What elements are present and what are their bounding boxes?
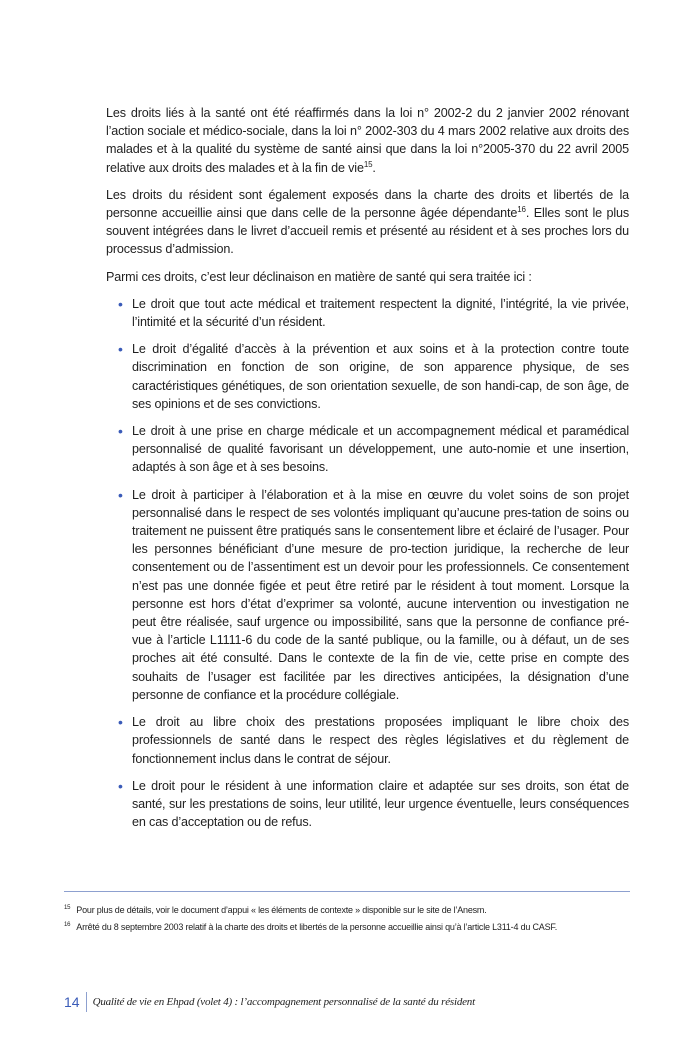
paragraph-tail: . Elles sont le plus souvent intégrées dans le livret d’accueil remis et présenté au résident et à ses proches lors du processus d’admission. [106, 206, 629, 257]
paragraph-text: Les droits liés à la santé ont été réaffirmés dans la loi n° 2002-2 du 2 janvier 2002 rénovant l’action sociale et médico-sociale, dans la loi n° 2002-303 du 4 mars 2002 relative aux droits des malades et à la qualité du système de santé ainsi que dans la loi n°2005-370 du 22 avril 2005 relative aux droits des malades et à la fin de vie [106, 106, 629, 175]
bullet-icon: • [118, 714, 123, 731]
list-item [106, 713, 629, 768]
footnote-text: Arrêté du 8 septembre 2003 relatif à la charte des droits et libertés de la personne accueillie ainsi qu’à l’article L311-4 du CASF. [76, 922, 557, 932]
footnote-15 [64, 904, 644, 916]
paragraph-text: Les droits du résident sont également exposés dans la charte des droits et libertés de la personne accueillie ainsi que dans celle de la personne âgée dépendante [106, 187, 629, 221]
paragraph-laws [106, 104, 629, 177]
list-item-text: Le droit que tout acte médical et traitement respectent la dignité, l’intégrité, la vie privée, l’intimité et la sécurité d’un résident. [132, 296, 629, 330]
paragraph-intro-list [106, 268, 629, 286]
paragraph-text: Parmi ces droits, c’est leur déclinaison en matière de santé qui sera traitée ici : [106, 269, 532, 284]
rights-list [106, 295, 629, 831]
main-text [106, 104, 629, 840]
paragraph-tail: . [372, 160, 376, 175]
footnote-number: 16 [64, 922, 71, 928]
footnote-16 [64, 921, 644, 933]
page-footer [64, 992, 475, 1012]
bullet-icon: • [118, 777, 123, 794]
paragraph-charter [106, 186, 629, 259]
list-item [106, 486, 629, 704]
list-item [106, 422, 629, 477]
list-item [106, 340, 629, 413]
list-item-text: Le droit à une prise en charge médicale et un accompagnement médical et paramédical personnalisé de qualité favorisant un développement, une auto-nomie et une insertion, adaptés à son âge et à ses besoins. [132, 424, 629, 475]
list-item [106, 777, 629, 832]
footnotes [64, 904, 644, 938]
list-item [106, 295, 629, 331]
footnote-ref-16[interactable]: 16 [517, 204, 526, 214]
list-item-text: Le droit au libre choix des prestations proposées impliquant le libre choix des professionnels de santé dans le respect des règles législatives et du règlement de fonctionnement inclus dans le contrat de séjour. [132, 715, 629, 766]
bullet-icon: • [118, 486, 123, 503]
page-number: 14 [64, 994, 80, 1010]
footnote-ref-15[interactable]: 15 [363, 159, 373, 169]
bullet-icon: • [118, 423, 123, 440]
bullet-icon: • [118, 341, 123, 358]
footnote-number: 15 [64, 905, 71, 911]
footnote-divider [64, 891, 630, 892]
list-item-text: Le droit pour le résident à une information claire et adaptée sur ses droits, son état de santé, sur les prestations de soins, leur utilité, leur urgence éventuelle, leurs conséquences en cas d’acceptation ou de refus. [132, 778, 629, 830]
running-title: Qualité de vie en Ehpad (volet 4) : l’accompagnement personnalisé de la santé du résident [92, 996, 475, 1008]
list-item-text: Le droit d’égalité d’accès à la prévention et aux soins et à la protection contre toute discrimination en fonction de son origine, de son apparence physique, de ses caractéristiques génétiques, de son orientation sexuelle, de son handi-cap, de son âge, de ses opinions et de ses convictions. [132, 342, 629, 411]
list-item-text: Le droit à participer à l’élaboration et à la mise en œuvre du volet soins de son projet personnalisé dans le respect de ses volontés impliquant qu’aucune pres-tation de soins ou traitement ne puissent être pratiqués sans le consentement libre et éclairé de l’usager. Pour les personnes bénéficiant d’une mesure de pro-tection juridique, la recherche de leur consentement ou de l’assentiment est un devoir pour les professionnels. Ce consentement n’est pas une donnée figée et peut être retiré par le résident à tout moment. Lorsque la personne est hors d’état d’exprimer sa volonté, aucune intervention ou investigation ne peut être réalisée, sauf urgence ou impossibilité, sans que la personne de confiance pré-vue à l’article L1111-6 du code de la santé publique, ou la famille, ou à défaut, un de ses proches ait été consulté. Dans le contexte de la fin de vie, cette prise en compte des souhaits de l’usager est facilitée par les directives anticipées, la désignation d’une personne de confiance et la procédure collégiale. [132, 487, 629, 702]
footnote-text: Pour plus de détails, voir le document d’appui « les éléments de contexte » disponible sur le site de l’Anesm. [76, 905, 487, 915]
bullet-icon: • [118, 295, 123, 312]
footer-divider [86, 992, 87, 1012]
